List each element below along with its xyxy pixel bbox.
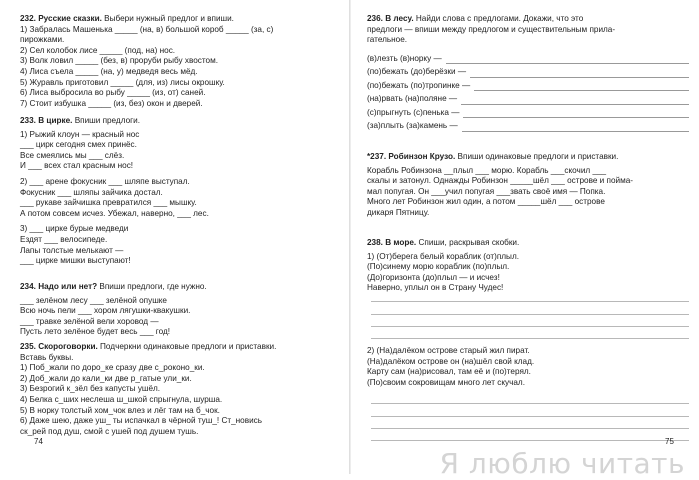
writing-line[interactable] — [371, 327, 689, 339]
writing-line[interactable] — [371, 315, 689, 327]
task-line: 7) Стоит избушка _____ (из, без) окон и дверей. — [20, 98, 203, 108]
exercise-number: *237. — [367, 152, 387, 161]
exercise-235 — [20, 342, 340, 437]
task-line: ___ травке зелёной вели хоровод — — [20, 316, 159, 326]
exercise-instruction: Выбери нужный предлог и впиши. — [104, 14, 234, 23]
task-line: Ездят ___ велосипеде. — [20, 234, 108, 244]
exercise-instruction: Впиши предлоги. — [74, 116, 140, 125]
writing-line[interactable] — [371, 417, 689, 429]
answer-line[interactable] — [462, 123, 689, 132]
exercise-title: Скороговорки. — [38, 342, 98, 351]
item-text: (на)рвать (на)поляне — — [367, 94, 458, 104]
task-line: мал попугая. Он ___учил попугая ___звать своё имя — Попка. — [367, 186, 606, 196]
answer-line[interactable] — [446, 55, 689, 64]
fill-line-item — [367, 91, 689, 105]
task-line: 3) Волк ловил _____ (без, в) проруби рыбу хвостом. — [20, 56, 218, 66]
task-line: 2) ___ арене фокусник ___ шляпе выступал. — [20, 176, 190, 186]
task-line: 1) (От)берега белый кораблик (от)плыл. — [367, 251, 519, 261]
exercise-title: В море. — [385, 238, 417, 247]
exercise-instruction: Подчеркни одинаковые предлоги и приставки. — [100, 342, 277, 351]
task-line: (До)горизонта (до)плыл — и исчез! — [367, 272, 500, 282]
page-number: 75 — [665, 437, 674, 447]
exercise-header — [20, 116, 340, 127]
exercise-title: Робинзон Крузо. — [388, 152, 456, 161]
task-line: дикаря Пятницу. — [367, 207, 430, 217]
task-line: А потом совсем исчез. Убежал, наверно, ___ лес. — [20, 208, 209, 218]
answer-line[interactable] — [474, 82, 689, 91]
task-line: 4) Белка с_ших неслеша ш_шкой спрыгнула, шурша. — [20, 394, 223, 404]
writing-line[interactable] — [371, 290, 689, 302]
task-line: 5) Журавль приготовил _____ (для, из) лисы окрошку. — [20, 77, 225, 87]
exercise-instruction: Спиши, раскрывая скобки. — [418, 238, 520, 247]
exercise-234 — [20, 282, 340, 338]
exercise-number: 235. — [20, 342, 36, 351]
fill-line-item — [367, 78, 689, 92]
exercise-header — [367, 238, 689, 249]
exercise-number: 234. — [20, 282, 36, 291]
task-line: 1) Поб_жали по доро_ке сразу две с_роконо_ки. — [20, 363, 205, 373]
task-line: 3) ___ цирке бурые медведи — [20, 224, 129, 234]
task-line: Все смеялись мы ___ слёз. — [20, 150, 125, 160]
item-text: (по)бежать (до)берёзки — — [367, 67, 467, 77]
task-line: ск_рей под душ, смой с ушей под душем тушь. — [20, 426, 199, 436]
writing-line[interactable] — [371, 302, 689, 314]
fill-line-item — [367, 105, 689, 119]
task-line: Наверно, уплыл он в Страну Чудес! — [367, 283, 504, 293]
page-number: 74 — [34, 437, 43, 447]
task-line: 2) Сел колобок лисе _____ (под, на) нос. — [20, 45, 176, 55]
task-line: Пусть лето зелёное будет весь ___ год! — [20, 327, 171, 337]
task-line: Карту сам (на)рисовал, там её и (по)терял. — [367, 367, 531, 377]
exercise-232 — [20, 14, 340, 109]
task-line: 6) Лиса выбросила во рыбу _____ (из, от) саней. — [20, 88, 206, 98]
exercise-instruction: гательное. — [367, 35, 408, 45]
fill-line-item — [367, 64, 689, 78]
task-line: Корабль Робинзона __плыл ___ морю. Корабль ___скочил ___ — [367, 165, 607, 175]
task-line: 6) Даже шею, даже уш_ ты испачкал в чёрной туш_! Ст_новись — [20, 416, 263, 426]
right-page — [351, 0, 699, 480]
exercise-instruction: Вставь буквы. — [20, 352, 74, 362]
exercise-header — [20, 14, 340, 25]
task-line: скалы и затонул. Однажды Робинзон _____шёл ___ острове и пойма- — [367, 176, 633, 186]
exercise-number: 233. — [20, 116, 36, 125]
exercise-237 — [367, 152, 691, 219]
task-line: 3) Безрогий к_зёл без капусты ушёл. — [20, 384, 161, 394]
task-line: 4) Лиса съела _____ (на, у) медведя весь мёд. — [20, 66, 198, 76]
task-line: ___ цирке мишки выступают! — [20, 256, 131, 266]
exercise-header — [367, 152, 691, 163]
writing-line[interactable] — [371, 429, 689, 441]
exercise-238 — [367, 238, 689, 294]
exercise-instruction: предлоги — впиши между предлогом и существительным прила- — [367, 24, 616, 34]
task-line: пирожками. — [20, 35, 65, 45]
task-line: (На)далёком острове он (на)шёл свой клад. — [367, 356, 535, 366]
exercise-title: В лесу. — [385, 14, 414, 23]
watermark: Я люблю читать — [439, 447, 685, 480]
exercise-number: 238. — [367, 238, 383, 247]
task-line: 2) (На)далёком острове старый жил пират. — [367, 346, 530, 355]
task-line: 1) Забралась Машенька _____ (на, в) большой короб _____ (за, с) — [20, 24, 274, 34]
exercise-238-part-2 — [367, 346, 689, 388]
task-line: ___ зелёном лесу ___ зелёной опушке — [20, 295, 167, 305]
exercise-header — [20, 282, 340, 293]
item-text: (за)плыть (за)камень — — [367, 121, 458, 131]
fill-line-item — [367, 51, 689, 65]
task-line: ___ рукаве зайчишка превратился ___ мышку. — [20, 198, 197, 208]
writing-line[interactable] — [371, 392, 689, 404]
item-text: (в)лезть (в)норку — — [367, 53, 442, 63]
task-line: И ___ всех стал красным нос! — [20, 161, 134, 171]
item-text: (по)бежать (по)тропинке — — [367, 80, 471, 90]
exercise-instruction: Найди слова с предлогами. Докажи, что это — [415, 14, 584, 23]
task-line: Фокусник ___ шляпы зайчика достал. — [20, 187, 163, 197]
fill-line-item — [367, 118, 689, 132]
exercise-233 — [20, 116, 340, 267]
writing-area-1[interactable] — [371, 290, 689, 339]
task-line: ___ цирк сегодня смех принёс. — [20, 140, 137, 150]
exercise-instruction: Впиши одинаковые предлоги и приставки. — [457, 152, 619, 161]
exercise-236 — [367, 14, 689, 132]
exercise-header — [20, 342, 340, 353]
answer-line[interactable] — [463, 109, 689, 118]
exercise-header — [367, 14, 689, 25]
task-line: Много лет Робинзон жил один, а потом _____шёл ___ острове — [367, 197, 605, 207]
left-page — [0, 0, 349, 474]
answer-line[interactable] — [470, 69, 689, 78]
task-line: Всю ночь пели ___ хором лягушки-квакушки. — [20, 306, 191, 316]
exercise-title: Надо или нет? — [38, 282, 98, 291]
exercise-number: 232. — [20, 14, 36, 23]
task-line: 5) В норку толстый хом_чок влез и лёг там на б_чок. — [20, 405, 220, 415]
exercise-number: 236. — [367, 14, 383, 23]
task-line: 2) Доб_жали до кали_ки две р_гатые ули_ки. — [20, 373, 192, 383]
writing-area-2[interactable] — [371, 392, 689, 441]
exercise-title: В цирке. — [38, 116, 73, 125]
task-line: 1) Рыжий клоун — красный нос — [20, 129, 140, 139]
task-line: Лапы толстые мелькают — — [20, 245, 124, 255]
writing-line[interactable] — [371, 404, 689, 416]
item-text: (с)прыгнуть (с)пенька — — [367, 107, 460, 117]
task-line: (По)своим сокровищам много лет скучал. — [367, 377, 525, 387]
task-line: (По)синему морю кораблик (по)плыл. — [367, 262, 510, 272]
exercise-title: Русские сказки. — [38, 14, 102, 23]
exercise-instruction: Впиши предлоги, где нужно. — [99, 282, 207, 291]
answer-line[interactable] — [461, 96, 689, 105]
